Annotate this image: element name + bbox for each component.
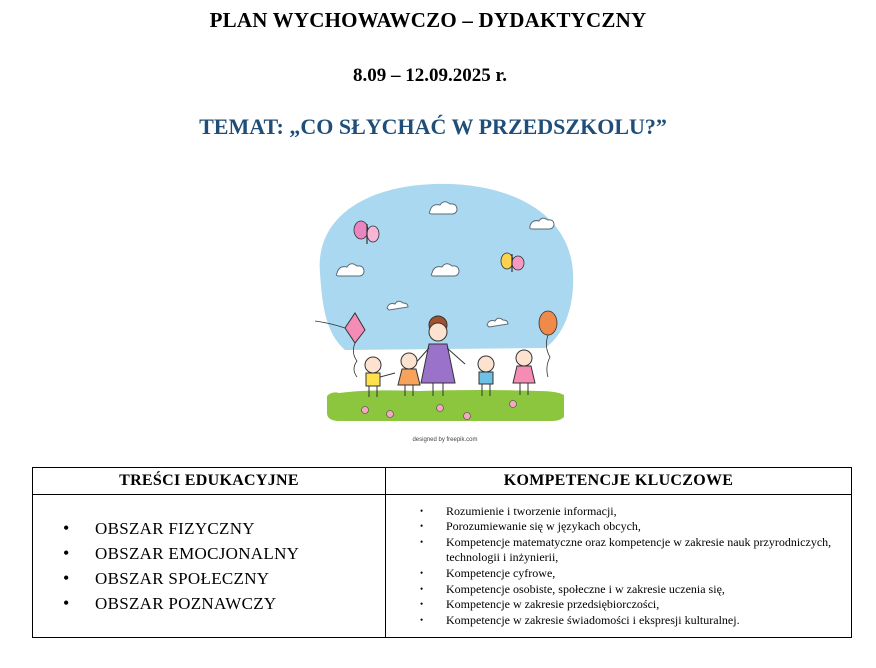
date-range: 8.09 – 12.09.2025 r. bbox=[353, 65, 507, 86]
areas-cell bbox=[33, 495, 386, 638]
list-item: • OBSZAR POZNAWCZY bbox=[63, 591, 385, 616]
child-figure bbox=[398, 353, 420, 396]
child-figure bbox=[513, 350, 535, 395]
list-item: • Kompetencje w zakresie świadomości i ekspresji kulturalnej. bbox=[420, 613, 847, 629]
kindergarten-illustration bbox=[305, 178, 580, 448]
competences-cell bbox=[386, 495, 852, 638]
list-item: • Kompetencje w zakresie przedsiębiorczości, bbox=[420, 597, 847, 613]
table-header-row bbox=[33, 468, 852, 495]
image-credit: designed by freepik.com bbox=[412, 437, 478, 443]
list-item: • OBSZAR SPOŁECZNY bbox=[63, 566, 385, 591]
header-educational-content: TREŚCI EDUKACYJNE bbox=[33, 468, 386, 495]
list-item: • Porozumiewanie się w językach obcych, bbox=[420, 519, 847, 535]
list-item: • OBSZAR FIZYCZNY bbox=[63, 516, 385, 541]
list-item: • Kompetencje cyfrowe, bbox=[420, 566, 847, 582]
list-item: • Rozumienie i tworzenie informacji, bbox=[420, 504, 847, 520]
areas-list bbox=[33, 516, 385, 616]
list-item: • Kompetencje matematyczne oraz kompetencje w zakresie nauk przyrodniczych, technologii i inżynierii, bbox=[420, 535, 847, 566]
competences-list bbox=[386, 502, 851, 631]
header-key-competences: KOMPETENCJE KLUCZOWE bbox=[386, 468, 852, 495]
child-figure bbox=[478, 356, 494, 396]
table-row bbox=[33, 495, 852, 638]
list-item: • OBSZAR EMOCJONALNY bbox=[63, 541, 385, 566]
plan-table bbox=[32, 467, 852, 638]
document-title: PLAN WYCHOWAWCZO – DYDAKTYCZNY bbox=[209, 8, 647, 32]
theme-title: TEMAT: „CO SŁYCHAĆ W PRZEDSZKOLU?” bbox=[199, 114, 667, 139]
list-item: • Kompetencje osobiste, społeczne i w zakresie uczenia się, bbox=[420, 582, 847, 598]
